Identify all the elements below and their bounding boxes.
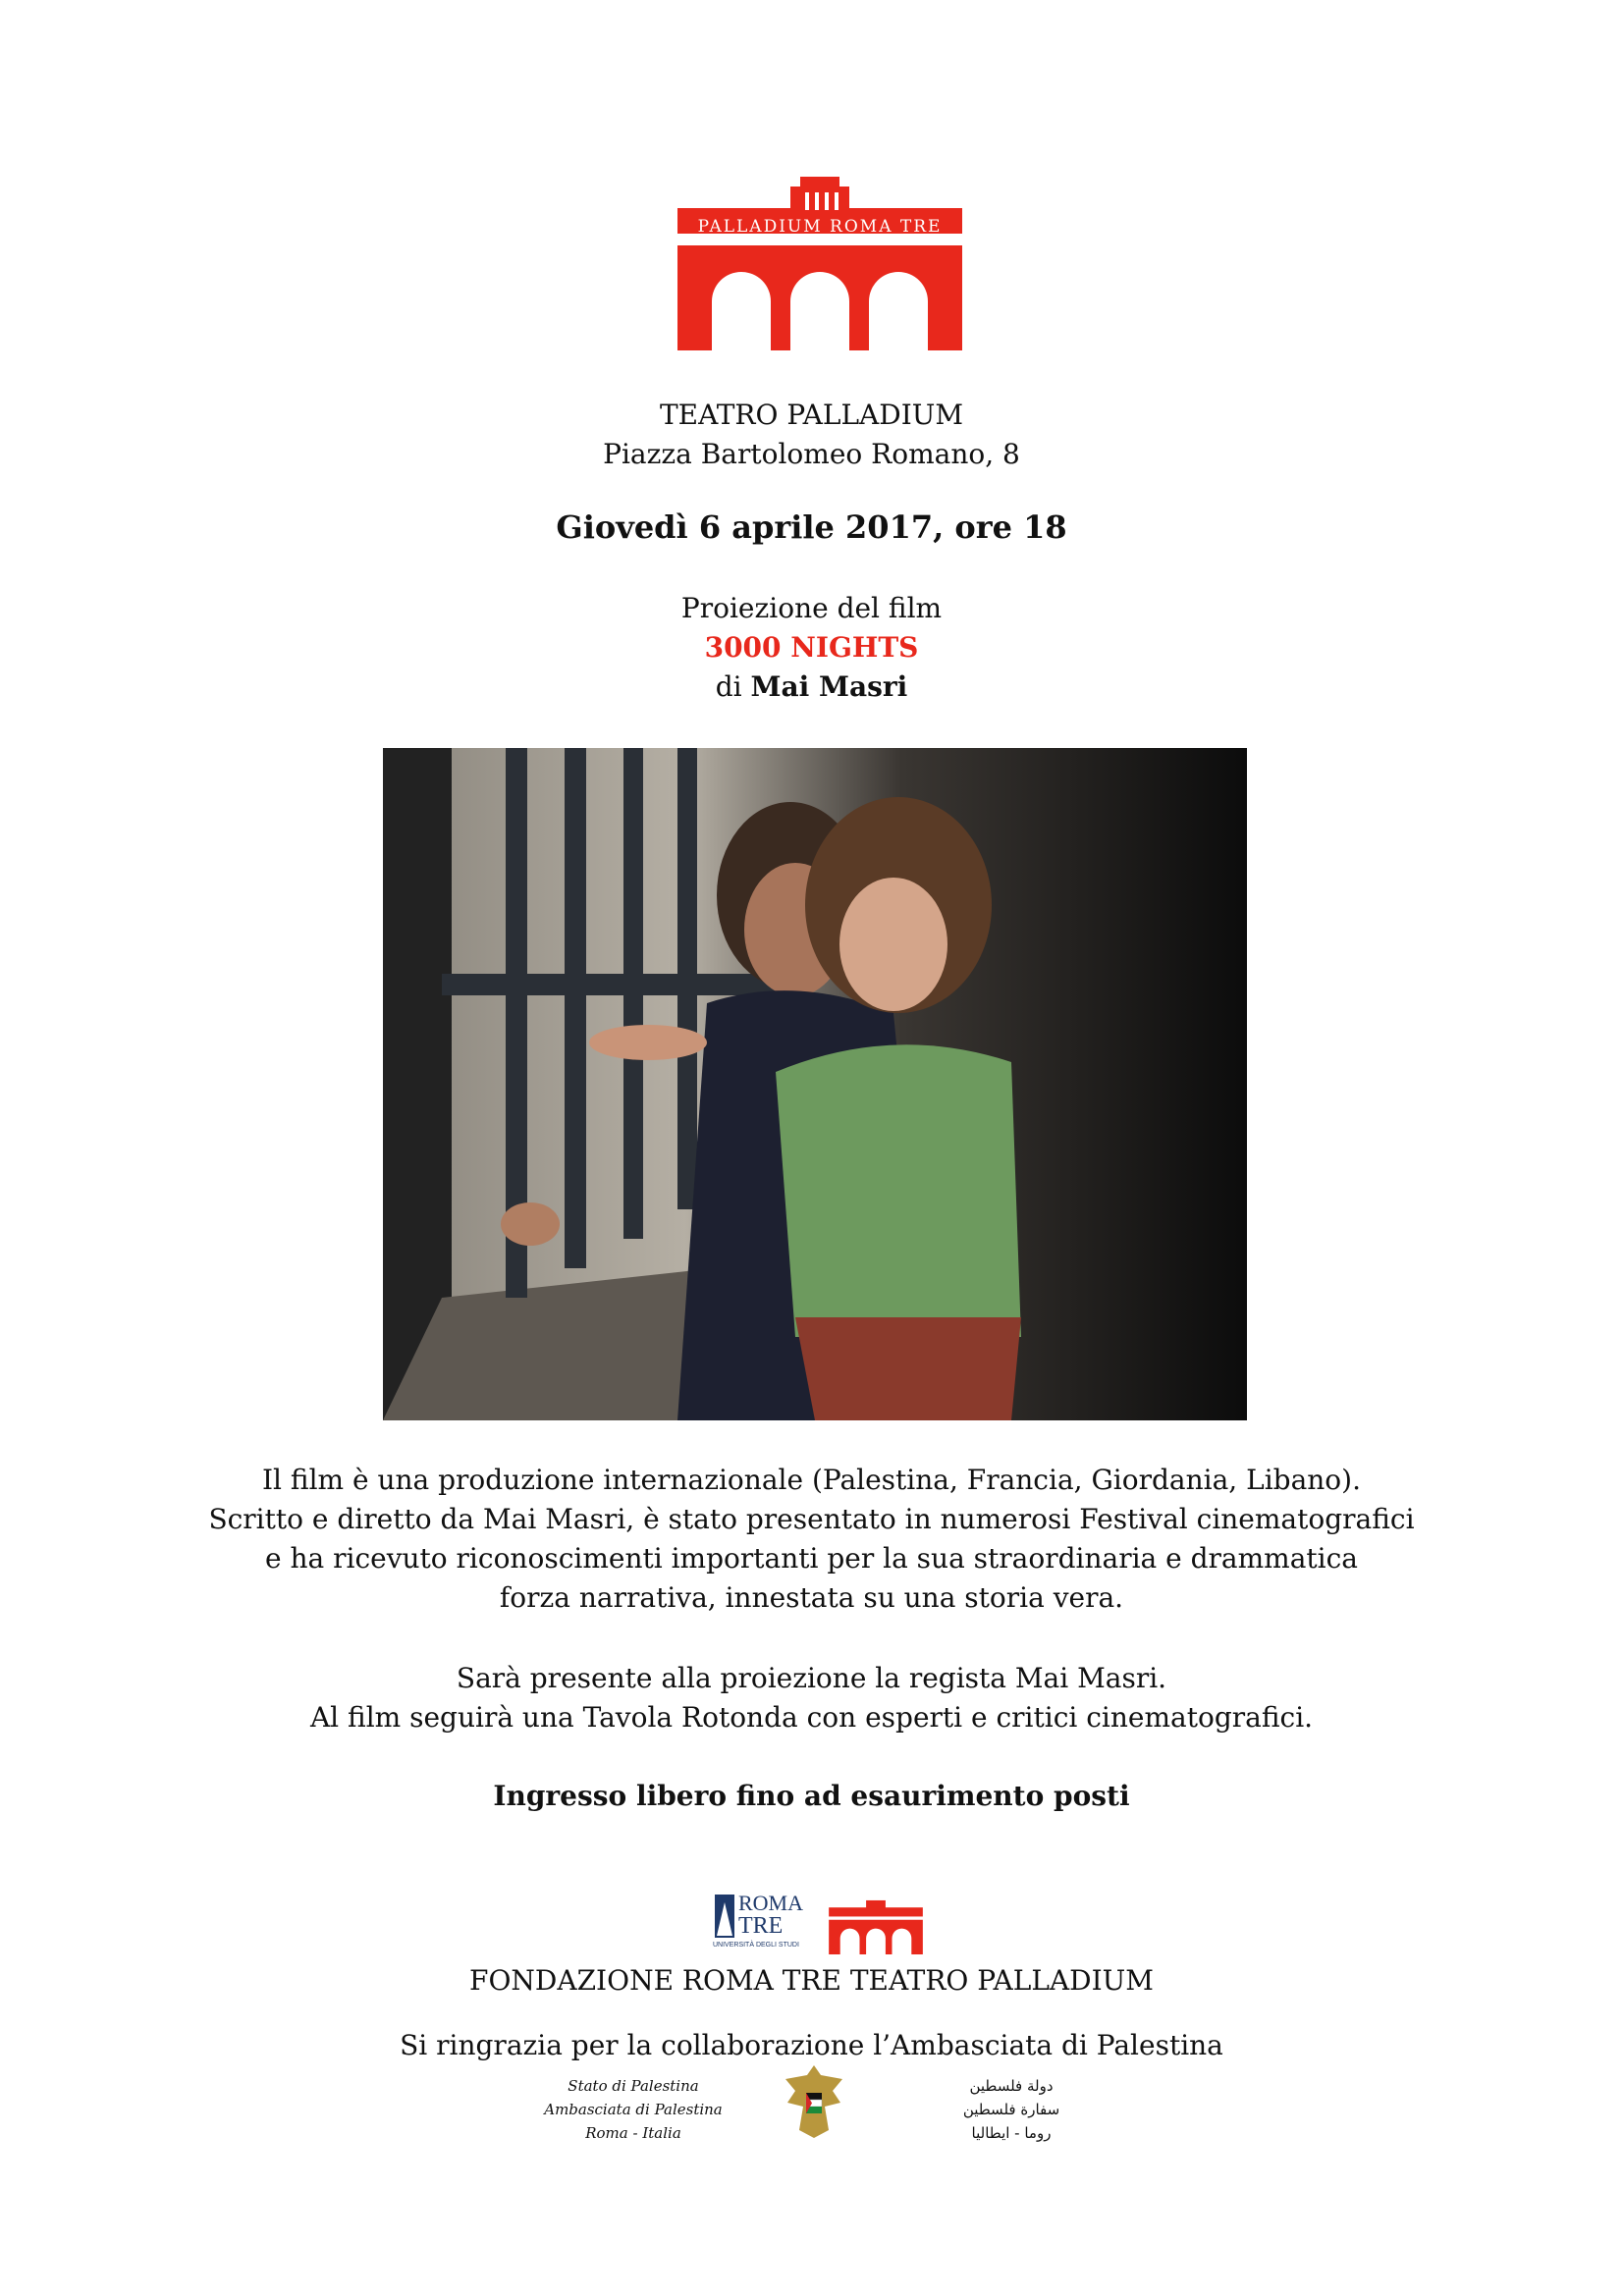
embassy-ar-line: دولة فلسطين — [969, 2077, 1054, 2095]
venue-address: Piazza Bartolomeo Romano, 8 — [603, 438, 1020, 470]
notes-line: Al film seguirà una Tavola Rotonda con esperti e critici cinematografici. — [309, 1701, 1314, 1734]
foundation-name: FONDAZIONE ROMA TRE TEATRO PALLADIUM — [469, 1964, 1154, 1997]
embassy-italian — [520, 2074, 746, 2145]
film-director: Mai Masri — [750, 670, 908, 703]
palladium-building-icon — [677, 177, 962, 350]
romatre-logo — [713, 1893, 815, 1953]
palladium-building-small-icon — [829, 1900, 923, 1954]
entry-note: Ingresso libero fino ad esaurimento posti — [493, 1780, 1130, 1812]
film-director-line — [0, 667, 1623, 707]
film-still-photo-icon — [383, 748, 1247, 1420]
thanks-line: Si ringrazia per la collaborazione l’Ambasciata di Palestina — [400, 2029, 1223, 2061]
embassy-ar-line: سفارة فلسطين — [962, 2101, 1060, 2118]
film-intro: Proiezione del film — [680, 592, 943, 624]
description-line: forza narrativa, innestata su una storia vera. — [499, 1581, 1124, 1614]
film-by: di — [715, 670, 751, 703]
film-still-photo — [383, 748, 1247, 1420]
venue-name: TEATRO PALLADIUM — [659, 399, 964, 431]
logo-arc-text: PALLADIUM ROMA TRE — [697, 217, 943, 237]
palestine-eagle-emblem — [782, 2061, 846, 2142]
embassy-it-line: Stato di Palestina — [568, 2077, 699, 2095]
palladium-logo — [677, 169, 962, 365]
romatre-line1: ROMA — [738, 1891, 804, 1915]
film-title: 3000 NIGHTS — [704, 631, 919, 664]
description-line: Il film è una produzione internazionale (Palestina, Francia, Giordania, Libano). — [261, 1464, 1361, 1496]
embassy-ar-line: روما - ايطاليا — [971, 2124, 1052, 2142]
notes-line: Sarà presente alla proiezione la regista Mai Masri. — [456, 1662, 1167, 1694]
embassy-arabic — [913, 2074, 1109, 2145]
romatre-line3: UNIVERSITÀ DEGLI STUDI — [713, 1942, 799, 1949]
description-line: e ha ricevuto riconoscimenti importanti per la sua straordinaria e drammatica — [265, 1542, 1358, 1575]
eagle-icon — [785, 2065, 842, 2138]
description-line: Scritto e diretto da Mai Masri, è stato presentato in numerosi Festival cinematografici — [208, 1503, 1415, 1535]
palladium-small-logo — [827, 1895, 925, 1959]
event-date: Giovedì 6 aprile 2017, ore 18 — [556, 508, 1067, 546]
embassy-it-line: Roma - Italia — [585, 2124, 681, 2142]
embassy-it-line: Ambasciata di Palestina — [544, 2101, 723, 2118]
romatre-line2: TRE — [738, 1913, 784, 1939]
